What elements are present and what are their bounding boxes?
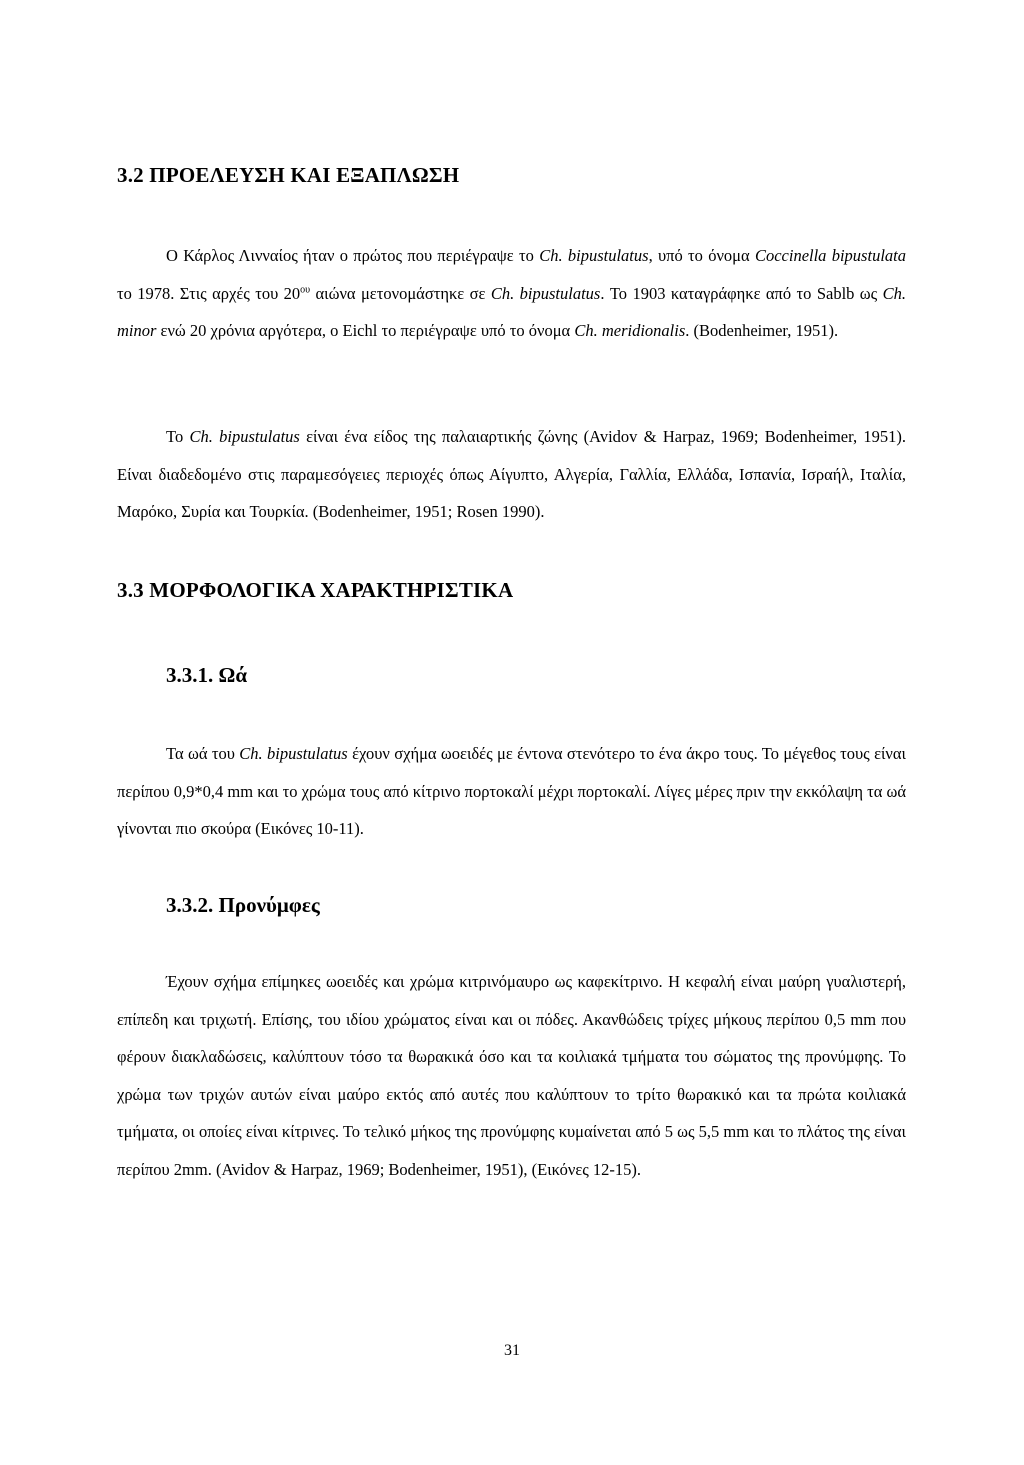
section-heading-3-2: 3.2 ΠΡΟΕΛΕΥΣΗ ΚΑΙ ΕΞΑΠΛΩΣΗ: [117, 163, 460, 187]
paragraph-distribution: Το Ch. bipustulatus είναι ένα είδος της παλαιαρτικής ζώνης (Avidov & Harpaz, 1969; Bodenheimer, 1951). Είναι διαδεδομένο στις παραμεσόγειες περιοχές όπως Αίγυπτο, Αλγερία, Γαλλία, Ελλάδα, Ισπανία, Ισραήλ, Ιταλία, Μαρόκο, Συρία και Τουρκία. (Bodenheimer, 1951; Rosen 1990).: [117, 427, 906, 521]
page-number: 31: [504, 1342, 520, 1359]
subsection-heading-eggs: 3.3.1. Ωά: [166, 663, 248, 687]
section-heading-3-3: 3.3 ΜΟΡΦΟΛΟΓΙΚΑ ΧΑΡΑΚΤΗΡΙΣΤΙΚΑ: [117, 578, 514, 602]
paragraph-eggs: Τα ωά του Ch. bipustulatus έχουν σχήμα ωοειδές με έντονα στενότερο το ένα άκρο τους. Το μέγεθος τους είναι περίπου 0,9*0,4 mm και το χρώμα τους από κίτρινο πορτοκαλί μέχρι πορτοκαλί. Λίγες μέρες πριν την εκκόλαψη τα ωά γίνονται πιο σκούρα (Εικόνες 10-11).: [117, 744, 906, 838]
paragraph-larvae: Έχουν σχήμα επίμηκες ωοειδές και χρώμα κιτρινόμαυρο ως καφεκίτρινο. Η κεφαλή είναι μαύρη γυαλιστερή, επίπεδη και τριχωτή. Επίσης, του ιδίου χρώματος είναι και οι πόδες. Ακανθώδεις τρίχες μήκους περίπου 0,5 mm που φέρουν διακλαδώσεις, καλύπτουν τόσο τα θωρακικά όσο και τα κοιλιακά τμήματα του σώματος της προνύμφης. Το χρώμα των τριχών αυτών είναι μαύρο εκτός από αυτές που καλύπτουν το τρίτο θωρακικό και τα πρώτα κοιλιακά τμήματα, οι οποίες είναι κίτρινες. Το τελικό μήκος της προνύμφης κυμαίνεται από 5 ως 5,5 mm και το πλάτος της είναι περίπου 2mm. (Avidov & Harpaz, 1969; Bodenheimer, 1951), (Εικόνες 12-15).: [117, 972, 906, 1179]
subsection-heading-larvae: 3.3.2. Προνύμφες: [166, 893, 320, 917]
paragraph-origin: Ο Κάρλος Λινναίος ήταν ο πρώτος που περιέγραψε το Ch. bipustulatus, υπό το όνομα Coccinella bipustulata το 1978. Στις αρχές του $20^{o\upsilon}$ αιώνα μετονομάστηκε σε Ch. bipustulatus. Το 1903 καταγράφηκε από το Sablb ως Ch. minor ενώ 20 χρόνια αργότερα, ο Eichl το περιέγραψε υπό το όνομα Ch. meridionalis. (Bodenheimer, 1951).: [117, 246, 906, 340]
